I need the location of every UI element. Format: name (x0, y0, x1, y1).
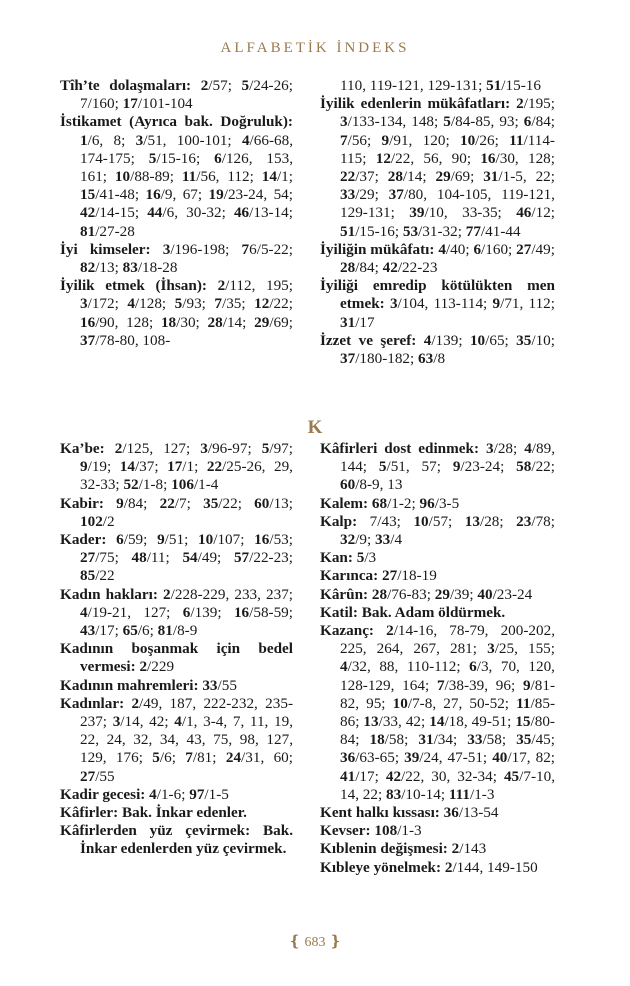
index-refs: 7/43; 10/57; 13/28; 23/78; 32/9; 33/4 (340, 512, 555, 549)
running-header: ALFABETİK İNDEKS (220, 40, 410, 56)
index-refs: 36/13-54 (443, 804, 499, 822)
index-refs: 2/125, 127; 3/96-97; 5/97; 9/19; 14/37; 17/1; 22/25-26, 29, 32-33; 52/1-8; 106/1-4 (80, 440, 293, 494)
index-entry (320, 804, 555, 822)
index-refs: 2/229 (139, 658, 175, 676)
page-number: 683 (304, 935, 326, 950)
index-heading: Kevser: (320, 822, 371, 840)
index-heading: Kâfirlerden yüz çevirmek: Bak. İnkar edenlerden yüz çevirmek. (60, 822, 293, 858)
index-heading: İyiliği emredip kötülükten men etmek: (320, 277, 555, 313)
index-heading: İyiliğin mükâfatı: (320, 240, 435, 258)
index-refs: 6/59; 9/51; 10/107; 16/53; 27/75; 48/11; 54/49; 57/22-23; 85/22 (80, 531, 293, 585)
index-entry (60, 822, 293, 858)
index-entry (60, 495, 293, 531)
ornament-left-icon: ❴ (288, 934, 301, 950)
index-refs: 2/144, 149-150 (444, 858, 538, 876)
index-heading: Kârûn: (320, 585, 369, 603)
index-refs: 28/76-83; 29/39; 40/23-24 (371, 585, 533, 603)
index-entry (320, 586, 555, 604)
index-heading: İstikamet (Ayrıca bak. Doğruluk): (60, 113, 293, 131)
index-heading: Kadın hakları: (60, 585, 158, 603)
index-refs: 27/18-19 (382, 567, 437, 585)
index-heading: Kâfirleri dost edinmek: (320, 440, 480, 457)
continued-entry-refs: 110, 119-121, 129-131; 51/15-16 (340, 77, 541, 94)
index-refs: 2/49, 187, 222-232, 235-237; 3/14, 42; 4/1, 3-4, 7, 11, 19, 22, 24, 32, 34, 43, 75, 98, 127, 129, 176; 5/6; 7/81; 24/31, 60; 27/55 (80, 694, 293, 785)
index-refs: 3/104, 113-114; 9/71, 112; 31/17 (340, 295, 555, 331)
index-heading: Tîh’te dolaşmaları: (60, 77, 192, 94)
index-heading: Ka’be: (60, 440, 105, 457)
index-heading: Kıblenin değişmesi: (320, 840, 448, 858)
index-entry (320, 332, 555, 368)
index-refs: 4/40; 6/160; 27/49; 28/84; 42/22-23 (340, 240, 555, 277)
index-entry (320, 495, 555, 513)
index-heading: Kadir gecesi: (60, 785, 146, 803)
index-refs: 68/1-2; 96/3-5 (371, 494, 460, 512)
index-entry (60, 695, 293, 786)
index-refs: 4/1-6; 97/1-5 (149, 785, 229, 803)
index-entry (60, 804, 293, 822)
index-entry (320, 549, 555, 567)
index-refs: 2/195; 3/133-134, 148; 5/84-85, 93; 6/84; 7/56; 9/91, 120; 10/26; 11/114-115; 12/22, 56, 90; 16/30, 128; 22/37; 28/14; 29/69; 31/1-5, 22; 33/29; 37/80, 104-105, 119-121, 129-131; 39/10, 33-35; 46/12; 51/15-16; 53/31-32; 77/41-44 (340, 95, 556, 240)
index-entry (320, 440, 555, 495)
index-refs: 2/112, 195; 3/172; 4/128; 5/93; 7/35; 12/22; 16/90, 128; 18/30; 28/14; 29/69; 37/78-80, 108- (80, 277, 293, 349)
index-column-bottom-right (320, 440, 555, 877)
index-entry (60, 640, 293, 676)
index-entry (60, 241, 293, 277)
index-heading: İzzet ve şeref: (320, 331, 417, 349)
index-entry (60, 113, 293, 240)
index-entry (320, 567, 555, 585)
index-heading: Kader: (60, 531, 107, 549)
index-entry (320, 822, 555, 840)
index-entry (60, 77, 293, 113)
index-refs: 2/14-16, 78-79, 200-202, 225, 264, 267, 281; 3/25, 155; 4/32, 88, 110-112; 6/3, 70, 120, 128-129, 164; 7/38-39, 96; 9/81-82, 95; 10/7-8, 27, 50-52; 11/85-86; 13/33, 42; 14/18, 49-51; 15/80-84; 18/58; 31/34; 33/58; 35/45; 36/63-65; 39/24, 47-51; 40/17, 82; 41/17; 42/22, 30, 32-34; 45/7-10, 14, 22; 83/10-14; 111/1-3 (340, 622, 556, 803)
index-entry (320, 840, 555, 858)
index-refs: 9/84; 22/7; 35/22; 60/13; 102/2 (80, 494, 293, 530)
index-refs: 33/55 (202, 676, 237, 694)
index-refs: 5/3 (356, 549, 377, 567)
index-heading: Kazanç: (320, 622, 374, 640)
index-heading: Kadınlar: (60, 694, 125, 712)
index-refs: 2/57; 5/24-26; 7/160; 17/101-104 (80, 77, 293, 113)
index-heading: İyilik edenlerin mükâfatları: (320, 95, 511, 113)
index-entry (60, 531, 293, 586)
index-entry (320, 859, 555, 877)
index-entry (60, 586, 293, 641)
index-entry (60, 277, 293, 350)
index-heading: Kıbleye yönelmek: (320, 858, 442, 876)
index-entry (320, 241, 555, 277)
index-refs: 2/143 (451, 840, 487, 858)
index-entry (320, 622, 555, 804)
index-column-top-left (60, 77, 293, 350)
index-heading: Kan: (320, 549, 353, 567)
index-heading: Kadının boşanmak için bedel vermesi: (60, 640, 293, 676)
index-heading: Kabir: (60, 494, 104, 512)
ornament-right-icon: ❵ (329, 934, 342, 950)
index-heading: Kalem: (320, 494, 369, 512)
section-letter: K (307, 417, 323, 438)
index-heading: Katil: Bak. Adam öldürmek. (320, 603, 506, 621)
page-footer (0, 932, 630, 951)
index-heading: İyi kimseler: (60, 240, 151, 258)
index-heading: Karınca: (320, 567, 379, 585)
index-refs: 4/139; 10/65; 35/10; 37/180-182; 63/8 (340, 331, 555, 368)
index-refs: 2/228-229, 233, 237; 4/19-21, 127; 6/139; 16/58-59; 43/17; 65/6; 81/8-9 (80, 585, 294, 640)
index-entry (60, 440, 293, 495)
index-heading: Kent halkı kıssası: (320, 804, 440, 822)
index-entry (320, 513, 555, 549)
index-entry (320, 95, 555, 241)
index-heading: Kâfirler: Bak. İnkar edenler. (60, 804, 247, 822)
index-column-bottom-left (60, 440, 293, 859)
index-heading: Kalp: (320, 512, 358, 530)
index-entry (320, 604, 555, 622)
index-column-top-right (320, 77, 555, 368)
index-heading: Kadının mahremleri: (60, 676, 199, 694)
index-refs: 3/28; 4/89, 144; 5/51, 57; 9/23-24; 58/22; 60/8-9, 13 (340, 440, 555, 494)
index-entry (60, 677, 293, 695)
index-entry (320, 277, 555, 332)
index-refs: 1/6, 8; 3/51, 100-101; 4/66-68, 174-175; 5/15-16; 6/126, 153, 161; 10/88-89; 11/56, 112; 14/1; 15/41-48; 16/9, 67; 19/23-24, 54; 42/14-15; 44/6, 30-32; 46/13-14; 81/27-28 (80, 131, 293, 240)
index-entry (60, 786, 293, 804)
index-heading: İyilik etmek (İhsan): (60, 277, 207, 295)
index-refs: 108/1-3 (374, 822, 422, 840)
index-refs: 3/196-198; 76/5-22; 82/13; 83/18-28 (80, 240, 293, 277)
